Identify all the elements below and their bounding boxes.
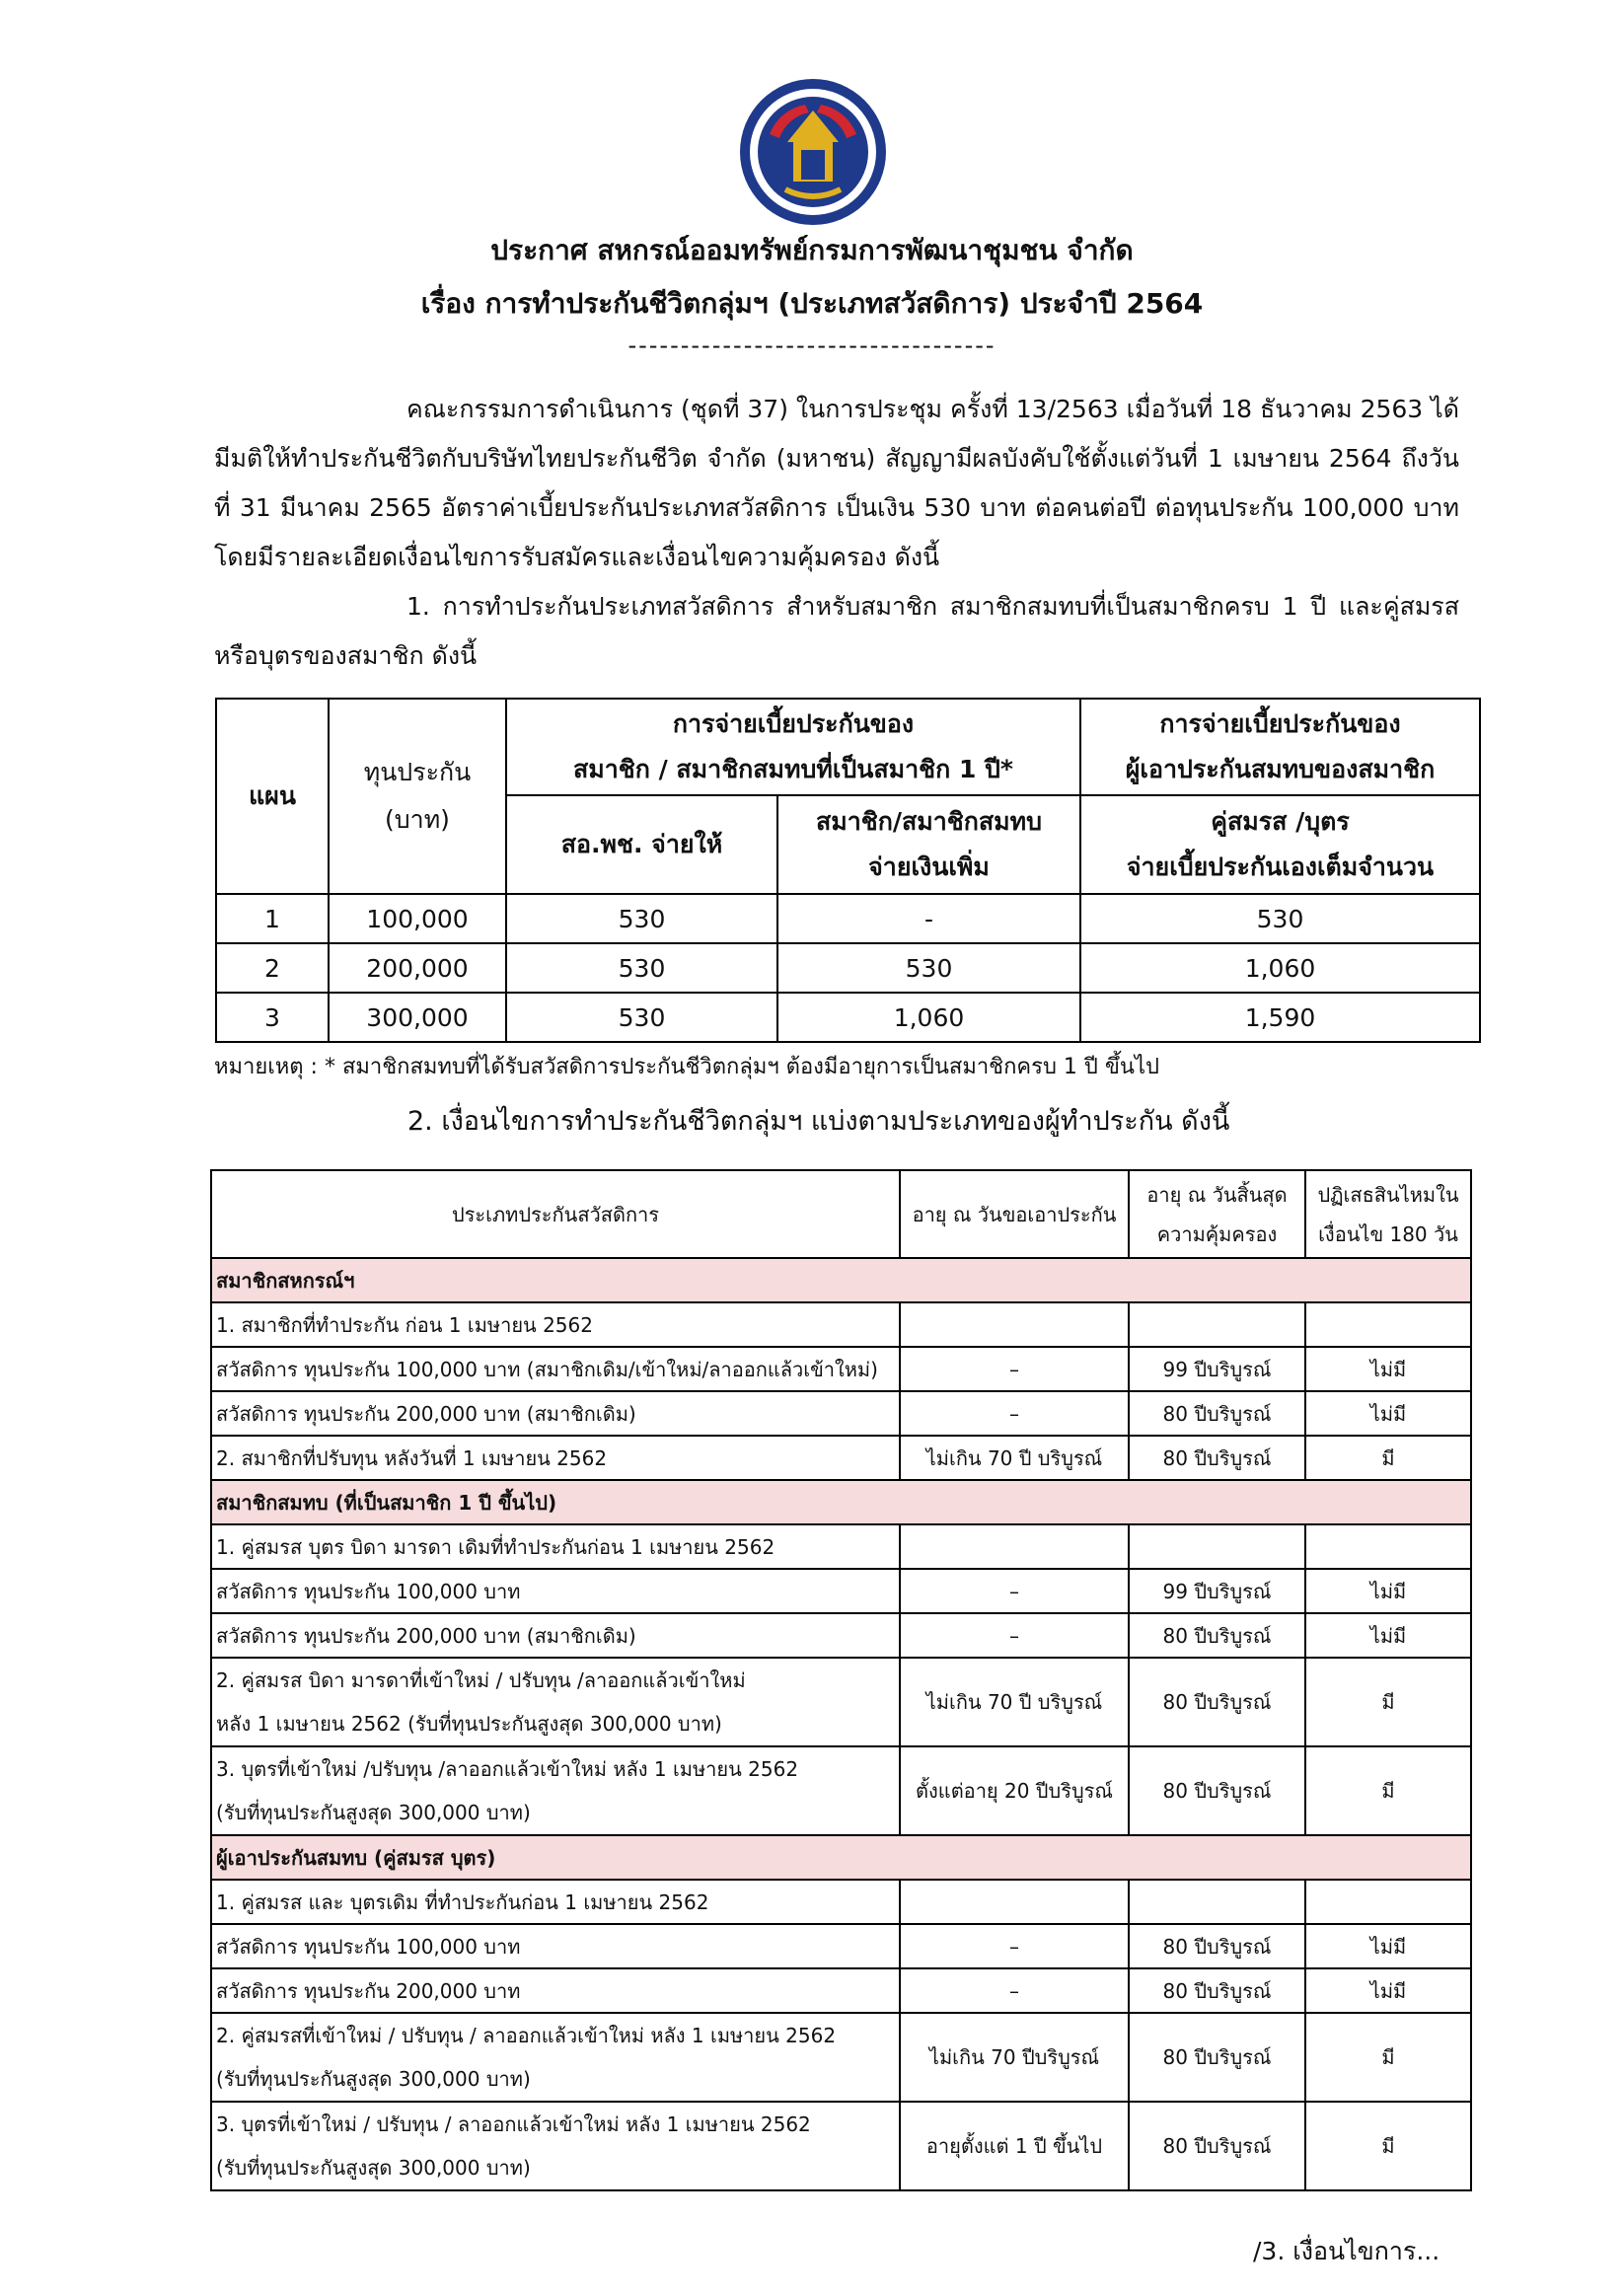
cell-age-end: 99 ปีบริบูรณ์ [1129, 1569, 1305, 1613]
row-label: สวัสดิการ ทุนประกัน 200,000 บาท [211, 1968, 900, 2013]
header-coop-pays: สอ.พช. จ่ายให้ [506, 795, 777, 894]
cell-age-end: 80 ปีบริบูรณ์ [1129, 2102, 1305, 2190]
table-row [211, 1569, 1471, 1613]
section2-heading: 2. เงื่อนไขการทำประกันชีวิตกลุ่มฯ แบ่งตามประเภทของผู้ทำประกัน ดังนี้ [407, 1106, 1230, 1137]
header-age-apply: อายุ ณ วันขอเอาประกัน [900, 1170, 1129, 1258]
table-row [211, 1613, 1471, 1658]
row-label: สวัสดิการ ทุนประกัน 200,000 บาท (สมาชิกเดิม) [211, 1613, 900, 1658]
cooperative-logo [736, 73, 890, 231]
table-row [211, 1436, 1471, 1480]
cell-age-end: 80 ปีบริบูรณ์ [1129, 1658, 1305, 1746]
intro-paragraph: คณะกรรมการดำเนินการ (ชุดที่ 37) ในการประชุม ครั้งที่ 13/2563 เมื่อวันที่ 18 ธันวาคม 2563 ได้มีมติให้ทำประกันชีวิตกับบริษัทไทยประกันชีวิต จำกัด (มหาชน) สัญญามีผลบังคับใช้ตั้งแต่วันที่ 1 เมษายน 2564 ถึงวันที่ 31 มีนาคม 2565 อัตราค่าเบี้ยประกันประเภทสวัสดิการ เป็นเงิน 530 บาท ต่อคนต่อปี ต่อทุนประกัน 100,000 บาท โดยมีรายละเอียดเงื่อนไขการรับสมัครและเงื่อนไขความคุ้มครอง ดังนี้ [214, 395, 1459, 571]
table-row [211, 1391, 1471, 1436]
announcement-title: ประกาศ สหกรณ์ออมทรัพย์กรมการพัฒนาชุมชน จำกัด [490, 234, 1134, 266]
cell-age-apply: – [900, 1613, 1129, 1658]
cell-member: 1,060 [777, 993, 1080, 1042]
table-row [211, 1658, 1471, 1746]
table-row [211, 1968, 1471, 2013]
cell-age-apply: – [900, 1391, 1129, 1436]
row-label: 1. คู่สมรส และ บุตรเดิม ที่ทำประกันก่อน 1 เมษายน 2562 [211, 1880, 900, 1924]
table-row [211, 1746, 1471, 1835]
header-sum-insured: ทุนประกัน (บาท) [329, 699, 506, 894]
cell-age-end: 80 ปีบริบูรณ์ [1129, 1391, 1305, 1436]
header-member-pays: สมาชิก/สมาชิกสมทบ จ่ายเงินเพิ่ม [777, 795, 1080, 894]
header-type: ประเภทประกันสวัสดิการ [211, 1170, 900, 1258]
row-label: สวัสดิการ ทุนประกัน 100,000 บาท (สมาชิกเดิม/เข้าใหม่/ลาออกแล้วเข้าใหม่) [211, 1347, 900, 1391]
cell-member: - [777, 894, 1080, 943]
row-label: สวัสดิการ ทุนประกัน 200,000 บาท (สมาชิกเดิม) [211, 1391, 900, 1436]
cell-claim: ไม่มี [1305, 1391, 1471, 1436]
cell-claim: ไม่มี [1305, 1569, 1471, 1613]
cell-coop: 530 [506, 993, 777, 1042]
cell-plan: 2 [216, 943, 329, 993]
header-plan: แผน [216, 699, 329, 894]
group-title: สมาชิกสหกรณ์ฯ [211, 1258, 1471, 1302]
header-age-end: อายุ ณ วันสิ้นสุด ความคุ้มครอง [1129, 1170, 1305, 1258]
cell-dependent: 1,590 [1080, 993, 1480, 1042]
table-row [211, 1347, 1471, 1391]
cell-age-apply: ตั้งแต่อายุ 20 ปีบริบูรณ์ [900, 1746, 1129, 1835]
header-member-group: การจ่ายเบี้ยประกันของ สมาชิก / สมาชิกสมทบที่เป็นสมาชิก 1 ปี* [506, 699, 1080, 795]
cell-claim: มี [1305, 2102, 1471, 2190]
header-dependent-pays: คู่สมรส /บุตร จ่ายเบี้ยประกันเองเต็มจำนวน [1080, 795, 1480, 894]
cell-age-apply: ไม่เกิน 70 ปีบริบูรณ์ [900, 2013, 1129, 2102]
table-row [211, 2013, 1471, 2102]
cell-age-apply: – [900, 1347, 1129, 1391]
cell-sum: 300,000 [329, 993, 506, 1042]
title-divider: ----------------------------------- [627, 332, 997, 359]
cell-claim: มี [1305, 1658, 1471, 1746]
cell-age-end: 80 ปีบริบูรณ์ [1129, 1746, 1305, 1835]
row-label: 3. บุตรที่เข้าใหม่ /ปรับทุน /ลาออกแล้วเข้าใหม่ หลัง 1 เมษายน 2562 (รับที่ทุนประกันสูงสุด 300,000 บาท) [211, 1746, 900, 1835]
cell-age-end: 80 ปีบริบูรณ์ [1129, 1436, 1305, 1480]
announcement-subject: เรื่อง การทำประกันชีวิตกลุ่มฯ (ประเภทสวัสดิการ) ประจำปี 2564 [420, 287, 1204, 320]
cell-claim: มี [1305, 1436, 1471, 1480]
row-label: 2. สมาชิกที่ปรับทุน หลังวันที่ 1 เมษายน 2562 [211, 1436, 900, 1480]
table-row [211, 2102, 1471, 2190]
cell-coop: 530 [506, 894, 777, 943]
conditions-table [210, 1169, 1472, 2191]
cell-claim: ไม่มี [1305, 1347, 1471, 1391]
header-dependent-group: การจ่ายเบี้ยประกันของ ผู้เอาประกันสมทบของสมาชิก [1080, 699, 1480, 795]
cell-member: 530 [777, 943, 1080, 993]
table-row [216, 894, 1480, 943]
cell-sum: 200,000 [329, 943, 506, 993]
cell-age-apply: ไม่เกิน 70 ปี บริบูรณ์ [900, 1436, 1129, 1480]
cell-claim: มี [1305, 1746, 1471, 1835]
cell-dependent: 530 [1080, 894, 1480, 943]
group-title: ผู้เอาประกันสมทบ (คู่สมรส บุตร) [211, 1835, 1471, 1880]
table-row [211, 1924, 1471, 1968]
row-label: 1. คู่สมรส บุตร บิดา มารดา เดิมที่ทำประกันก่อน 1 เมษายน 2562 [211, 1524, 900, 1569]
row-label: สวัสดิการ ทุนประกัน 100,000 บาท [211, 1569, 900, 1613]
cell-plan: 3 [216, 993, 329, 1042]
cell-claim: ไม่มี [1305, 1613, 1471, 1658]
cell-dependent: 1,060 [1080, 943, 1480, 993]
row-label: 2. คู่สมรสที่เข้าใหม่ / ปรับทุน / ลาออกแล้วเข้าใหม่ หลัง 1 เมษายน 2562 (รับที่ทุนประกันสูงสุด 300,000 บาท) [211, 2013, 900, 2102]
cell-age-apply: ไม่เกิน 70 ปี บริบูรณ์ [900, 1658, 1129, 1746]
continuation-note: /3. เงื่อนไขการ... [1253, 2237, 1440, 2265]
cell-age-apply: อายุตั้งแต่ 1 ปี ขึ้นไป [900, 2102, 1129, 2190]
cell-age-end: 80 ปีบริบูรณ์ [1129, 1968, 1305, 2013]
row-label: สวัสดิการ ทุนประกัน 100,000 บาท [211, 1924, 900, 1968]
cell-age-end: 80 ปีบริบูรณ์ [1129, 1613, 1305, 1658]
row-label: 2. คู่สมรส บิดา มารดาที่เข้าใหม่ / ปรับทุน /ลาออกแล้วเข้าใหม่ หลัง 1 เมษายน 2562 (รับที่ทุนประกันสูงสุด 300,000 บาท) [211, 1658, 900, 1746]
premium-table [215, 698, 1481, 1043]
cell-plan: 1 [216, 894, 329, 943]
section1-text: 1. การทำประกันประเภทสวัสดิการ สำหรับสมาชิก สมาชิกสมทบที่เป็นสมาชิกครบ 1 ปี และคู่สมรสหรือบุตรของสมาชิก ดังนี้ [214, 592, 1459, 670]
group-title: สมาชิกสมทบ (ที่เป็นสมาชิก 1 ปี ขึ้นไป) [211, 1480, 1471, 1524]
cell-coop: 530 [506, 943, 777, 993]
table1-note: หมายเหตุ : * สมาชิกสมทบที่ได้รับสวัสดิการประกันชีวิตกลุ่มฯ ต้องมีอายุการเป็นสมาชิกครบ 1 ปี ขึ้นไป [214, 1055, 1159, 1079]
cell-age-apply: – [900, 1569, 1129, 1613]
table-row [216, 993, 1480, 1042]
header-claim-180: ปฏิเสธสินไหมใน เงื่อนไข 180 วัน [1305, 1170, 1471, 1258]
cell-age-end: 99 ปีบริบูรณ์ [1129, 1347, 1305, 1391]
cell-age-apply: – [900, 1968, 1129, 2013]
cell-claim: ไม่มี [1305, 1924, 1471, 1968]
cell-age-end: 80 ปีบริบูรณ์ [1129, 1924, 1305, 1968]
table-row [216, 943, 1480, 993]
cell-age-apply: – [900, 1924, 1129, 1968]
row-label: 1. สมาชิกที่ทำประกัน ก่อน 1 เมษายน 2562 [211, 1302, 900, 1347]
cell-sum: 100,000 [329, 894, 506, 943]
cell-age-end: 80 ปีบริบูรณ์ [1129, 2013, 1305, 2102]
row-label: 3. บุตรที่เข้าใหม่ / ปรับทุน / ลาออกแล้วเข้าใหม่ หลัง 1 เมษายน 2562 (รับที่ทุนประกันสูงสุด 300,000 บาท) [211, 2102, 900, 2190]
cell-claim: ไม่มี [1305, 1968, 1471, 2013]
cell-claim: มี [1305, 2013, 1471, 2102]
